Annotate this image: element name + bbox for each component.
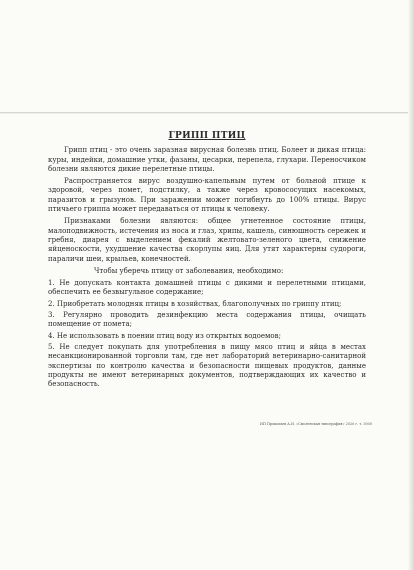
symptoms-paragraph: Признаками болезни являются: общее угнетенное состояние птицы, малоподвижность, истечения из носа и глаз, хрипы, кашель, синюшность сережек и гребня, диарея с выделением фекалий желтовато-зеленого цвета, снижение яйценоскости, ухудшение качества скорлупы яиц. Для утят характерны судороги, параличи шеи, крыльев, конечностей. — [48, 217, 366, 263]
leaflet-text — [48, 132, 366, 391]
printer-imprint: ИП Прокопьев А.И. «Смоленская типография» 2020 г. т. 3000 — [259, 422, 372, 426]
measures-intro: Чтобы уберечь птицу от заболевания, необходимо: — [94, 266, 284, 275]
measures-list — [48, 279, 366, 389]
page-fold-shadow — [0, 112, 414, 114]
transmission-paragraph: Распространяется вирус воздушно-капельным путем от больной птице к здоровой, через помет, подстилку, а также через кровососущих насекомых, паразитов и грызунов. При заражении может погибнуть до 100% птицы. Вирус птичьего гриппа может передаваться от птицы к человеку. — [48, 177, 366, 214]
page-edge-shade — [408, 0, 414, 570]
document-title: ГРИПП ПТИЦ — [168, 131, 246, 141]
measure-item: 3. Регулярно проводить дезинфекцию места содержания птицы, очищать помещение от помета; — [48, 311, 366, 329]
measure-item: 1. Не допускать контакта домашней птицы с дикими и перелетными птицами, обеспечить ее безвыгульное содержание; — [48, 279, 366, 297]
intro-paragraph: Грипп птиц - это очень заразная вирусная болезнь птиц. Болеет и дикая птица: куры, индейки, домашние утки, фазаны, цесарки, перепела, глухари. Переносчиком болезни являются дикие перелетные птицы. — [48, 146, 366, 173]
measure-item: 4. Не использовать в поении птиц воду из открытых водоемов; — [48, 331, 281, 340]
measure-item: 5. Не следует покупать для употребления в пищу мясо птиц и яйца в местах несанкционированной торговли там, где нет лабораторий ветеринарно-санитарной экспертизы по контролю качества и безопасности пищевых продуктов, данные продукты не имеют ветеринарных документов, подтверждающих их качество и безопасность. — [48, 342, 366, 389]
measure-item: 2. Приобретать молодняк птицы в хозяйствах, благополучных по гриппу птиц; — [48, 299, 342, 308]
